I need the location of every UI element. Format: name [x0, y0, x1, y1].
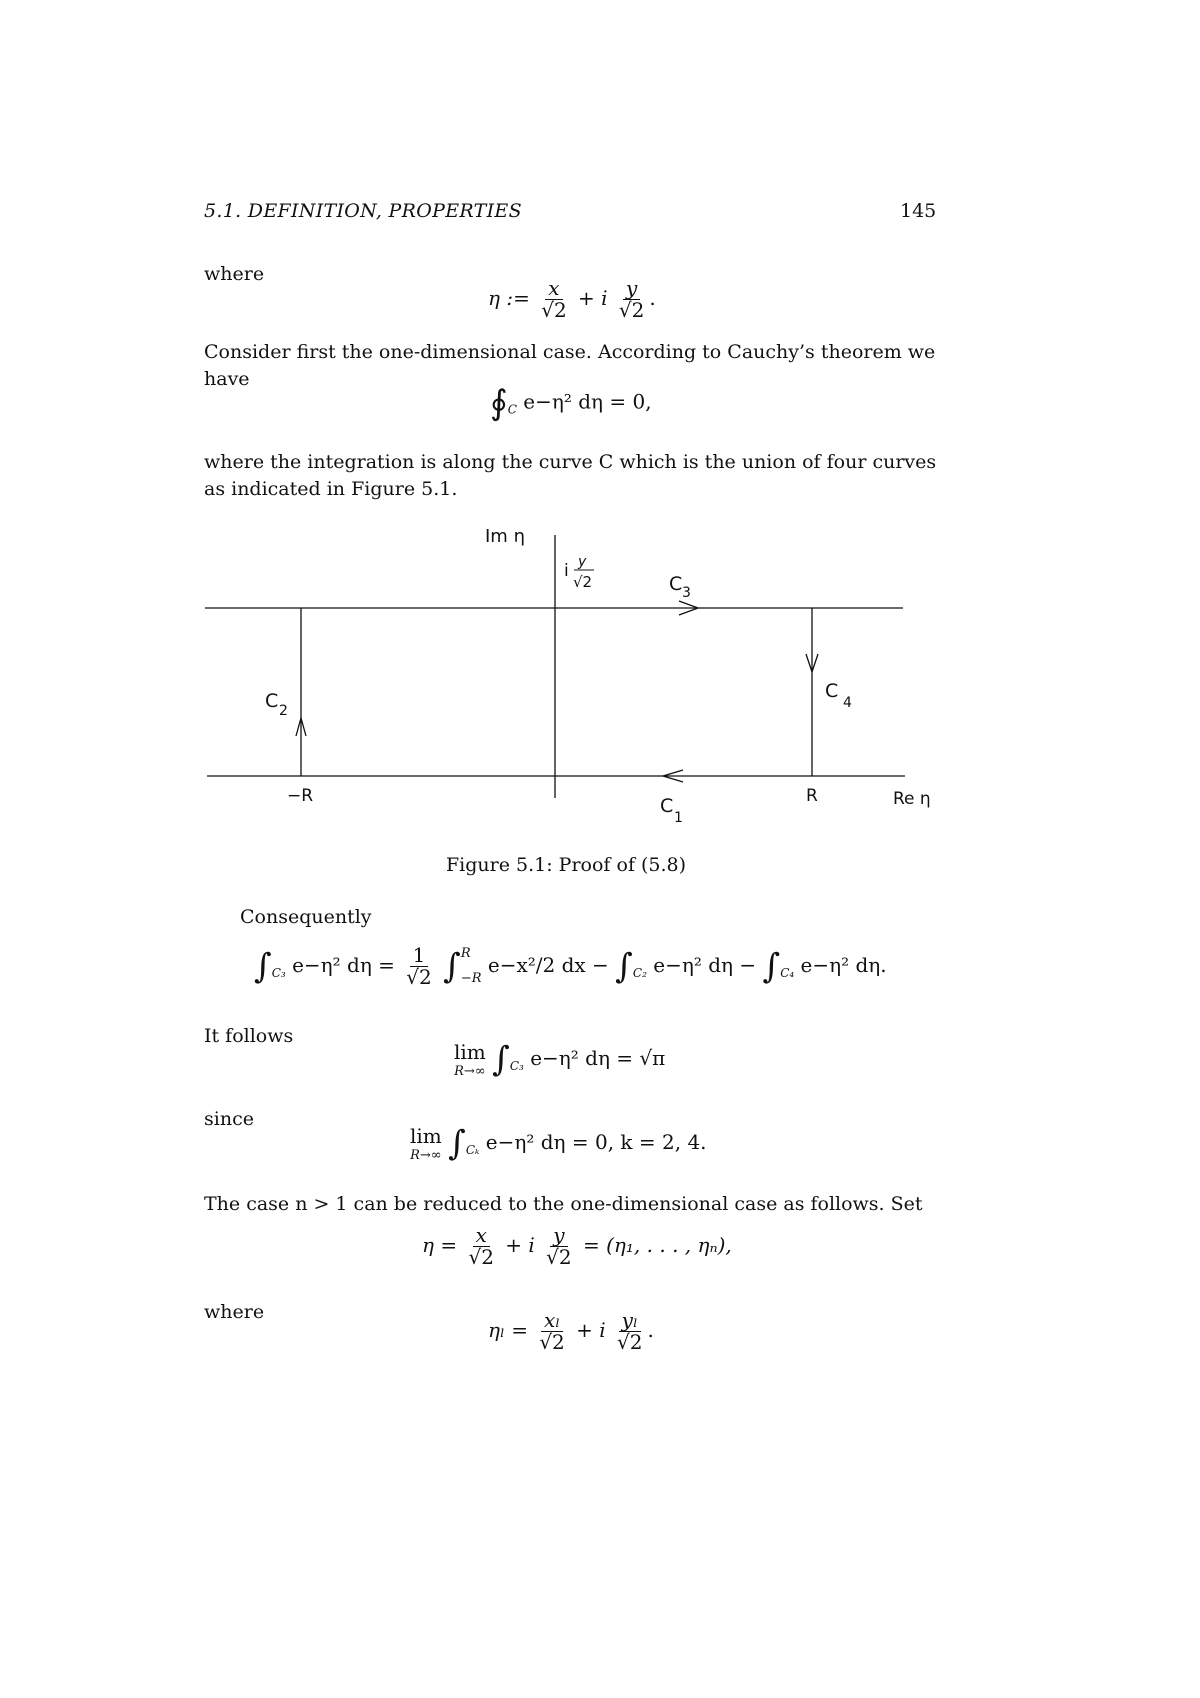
integral-sub-c2: C₂: [632, 966, 647, 981]
integral-sub-c3: C₃: [271, 966, 286, 981]
equation-limit-sqrt-pi: [454, 1040, 665, 1079]
text-it-follows: It follows: [204, 1025, 294, 1047]
set-fraction-x: [465, 1225, 496, 1268]
eq-fraction-y: [616, 278, 647, 321]
lower-limit-minus-r: −R: [460, 970, 482, 986]
integral-limits: [461, 942, 482, 991]
label-c2: C: [265, 690, 279, 712]
label-c3-sub: 3: [682, 585, 691, 601]
etal-period: .: [647, 1318, 654, 1342]
label-c4-sub: 4: [843, 695, 852, 711]
label-im-eta: Im η: [485, 526, 525, 547]
equation-eta-definition: [488, 278, 656, 321]
text-case-n: The case n > 1 can be reduced to the one-dimensional case as follows. Set: [204, 1193, 923, 1215]
contour-integral-sign: ∮: [490, 383, 508, 423]
integrand-2: e−x²/2 dx −: [487, 953, 609, 978]
lim-text: lim: [454, 1040, 486, 1064]
text-consider-line-1: Consider first the one-dimensional case. According to Cauchy’s theorem we: [204, 341, 936, 363]
equation-eta-vector: [422, 1225, 732, 1268]
integrand-4: e−η² dη.: [800, 953, 887, 978]
limit-operator-2: [410, 1124, 442, 1163]
integral-sign-6: ∫: [448, 1123, 466, 1164]
num-one: 1: [410, 945, 429, 967]
integrand-1: e−η² dη =: [292, 953, 395, 978]
text-curve-line-2: as indicated in Figure 5.1.: [204, 478, 458, 500]
eq-eta-lhs: η :=: [488, 286, 530, 310]
eq-num-y: y: [623, 278, 640, 300]
integrand-follows: e−η² dη = √π: [530, 1046, 666, 1070]
cauchy-integrand: e−η² dη = 0,: [523, 389, 652, 414]
set-num-y: y: [550, 1225, 567, 1247]
text-where-2: where: [204, 1301, 265, 1323]
eq-set-lhs: η =: [422, 1233, 458, 1257]
eq-plus-i: + i: [578, 286, 608, 310]
eq-den-sqrt2: √2: [618, 298, 645, 322]
set-fraction-y: [543, 1225, 574, 1268]
label-sqrt2: √2: [573, 573, 593, 591]
set-plus-i: + i: [505, 1233, 535, 1257]
eq-period: .: [649, 286, 656, 310]
lim-under-2: R→∞: [410, 1148, 442, 1163]
lim-under: R→∞: [454, 1064, 486, 1079]
integral-sub-c4: C₄: [780, 966, 795, 981]
page-number: 145: [900, 200, 937, 222]
label-minus-r: −R: [287, 786, 314, 806]
text-curve-line-1: where the integration is along the curve C which is the union of four curves: [204, 451, 937, 473]
label-c1-sub: 1: [674, 810, 683, 826]
etal-fraction-x: [536, 1310, 567, 1353]
equation-cauchy-integral: [490, 383, 652, 423]
text-where-1: where: [204, 263, 265, 285]
eq-fraction-x: [538, 278, 569, 321]
eq-num-x: x: [545, 278, 562, 300]
upper-limit-r: R: [460, 946, 471, 961]
eq-den-sqrt2: √2: [541, 298, 567, 322]
etal-lhs: ηₗ =: [488, 1318, 528, 1342]
integral-sign-1: ∫: [254, 946, 272, 987]
integral-sign-3: ∫: [615, 946, 633, 987]
limit-operator: [454, 1040, 486, 1079]
label-c1: C: [660, 795, 674, 817]
integrand-since: e−η² dη = 0, k = 2, 4.: [485, 1130, 707, 1154]
integral-sign-2: ∫: [443, 946, 461, 987]
integral-subscript-c: C: [507, 402, 517, 417]
etal-den-sqrt2: √2: [539, 1330, 565, 1354]
etal-num-y: yₗ: [619, 1310, 641, 1332]
set-rhs: = (η₁, . . . , ηₙ),: [583, 1233, 732, 1257]
fraction-one-over-sqrt2: [403, 945, 434, 988]
figure-caption: Figure 5.1: Proof of (5.8): [446, 854, 687, 876]
integral-sign-5: ∫: [492, 1039, 510, 1080]
integral-sign-4: ∫: [762, 946, 781, 987]
label-y: y: [578, 554, 587, 570]
label-c2-sub: 2: [279, 703, 288, 719]
etal-fraction-y: [614, 1310, 645, 1353]
lim-text-2: lim: [410, 1124, 442, 1148]
equation-limit-zero: [410, 1124, 707, 1163]
label-c3: C: [669, 573, 683, 595]
set-den-sqrt2: √2: [546, 1245, 572, 1269]
den-sqrt2: √2: [406, 965, 432, 990]
running-header-title: 5.1. DEFINITION, PROPERTIES: [204, 200, 522, 222]
set-num-x: x: [473, 1225, 490, 1247]
etal-den-sqrt2: √2: [617, 1330, 643, 1354]
equation-consequently: [254, 942, 887, 991]
set-den-sqrt2: √2: [468, 1245, 494, 1269]
integral-sub-ck: Cₖ: [465, 1143, 480, 1157]
etal-plus-i: + i: [576, 1318, 606, 1342]
equation-eta-l: [488, 1310, 654, 1353]
label-i: i: [564, 561, 569, 581]
text-since: since: [204, 1108, 254, 1130]
etal-num-x: xₗ: [541, 1310, 563, 1332]
integrand-3: e−η² dη −: [653, 953, 757, 978]
label-r: R: [806, 786, 818, 806]
label-re-eta: Re η: [893, 789, 931, 809]
text-consider-line-2: have: [204, 368, 250, 390]
text-consequently: Consequently: [240, 906, 372, 928]
integral-sub-c3-2: C₃: [509, 1059, 524, 1073]
figure-contour-diagram: [195, 520, 955, 840]
label-c4: C: [825, 680, 839, 702]
